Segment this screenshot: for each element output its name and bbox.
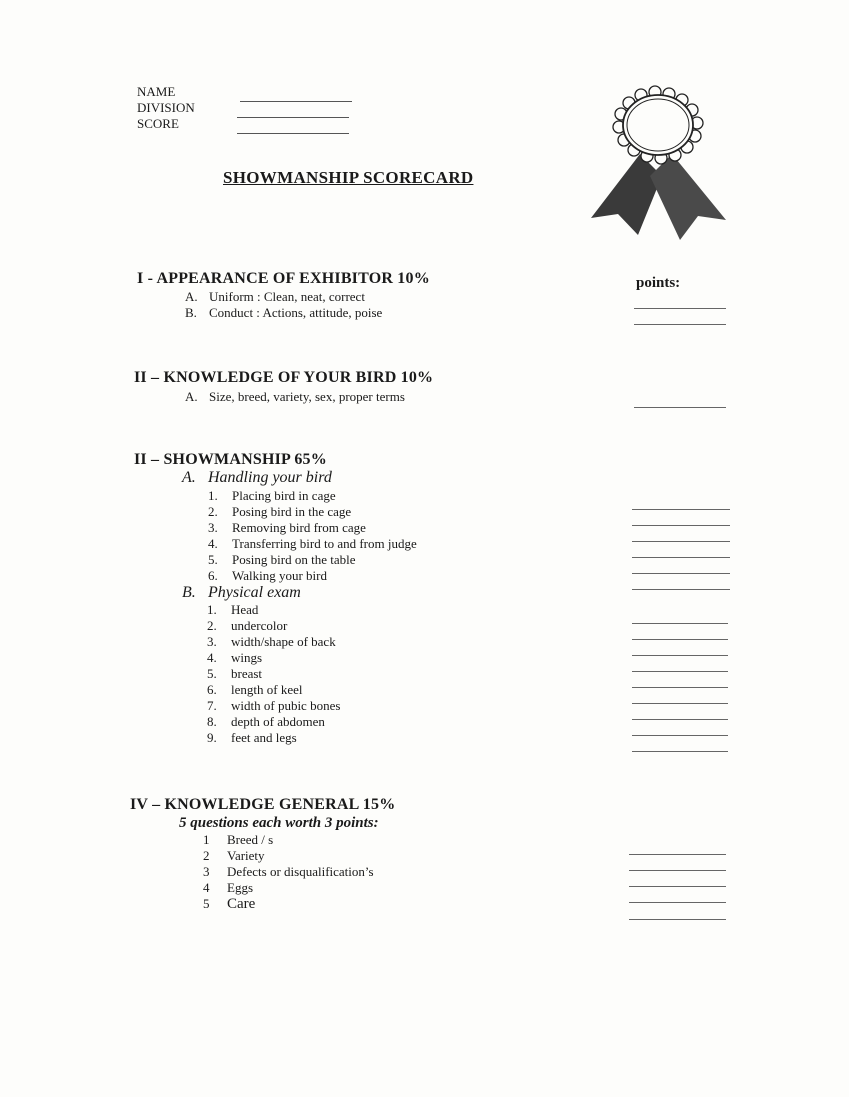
list-item: 7. width of pubic bones bbox=[207, 698, 341, 713]
award-ribbon-icon bbox=[588, 80, 733, 248]
score-label: SCORE bbox=[137, 116, 179, 131]
physical-exam-list bbox=[207, 602, 340, 746]
general-knowledge-list bbox=[203, 832, 374, 912]
points-line[interactable] bbox=[634, 407, 726, 408]
points-line[interactable] bbox=[629, 886, 726, 887]
list-item: 3. width/shape of back bbox=[207, 634, 336, 649]
points-line[interactable] bbox=[629, 902, 726, 903]
score-line[interactable] bbox=[237, 133, 349, 134]
points-line[interactable] bbox=[632, 623, 728, 624]
subsection-b-title: B. Physical exam bbox=[182, 584, 301, 601]
points-line[interactable] bbox=[632, 573, 730, 574]
points-line[interactable] bbox=[632, 687, 728, 688]
section-1-item: A. Uniform : Clean, neat, correct bbox=[185, 289, 365, 304]
points-line[interactable] bbox=[632, 557, 730, 558]
section-3-heading: II – SHOWMANSHIP 65% bbox=[134, 451, 327, 468]
list-item: 5. Posing bird on the table bbox=[208, 552, 356, 567]
division-label: DIVISION bbox=[137, 100, 195, 115]
name-label: NAME bbox=[137, 84, 176, 99]
points-line[interactable] bbox=[632, 655, 728, 656]
points-line[interactable] bbox=[632, 735, 728, 736]
handling-list bbox=[208, 488, 417, 584]
list-item: 8. depth of abdomen bbox=[207, 714, 325, 729]
points-line[interactable] bbox=[629, 854, 726, 855]
points-line[interactable] bbox=[632, 509, 730, 510]
points-line[interactable] bbox=[632, 541, 730, 542]
list-item: 2 Variety bbox=[203, 848, 265, 863]
list-item: 4. wings bbox=[207, 650, 263, 665]
list-item: 9. feet and legs bbox=[207, 730, 297, 745]
list-item: 4. Transferring bird to and from judge bbox=[208, 536, 417, 551]
list-item: 4 Eggs bbox=[203, 880, 253, 895]
section-4-note: 5 questions each worth 3 points: bbox=[179, 815, 379, 831]
section-2-item: A. Size, breed, variety, sex, proper terms bbox=[185, 389, 405, 404]
section-1-heading: I - APPEARANCE OF EXHIBITOR 10% bbox=[137, 270, 430, 287]
list-item: 1. Head bbox=[207, 602, 259, 617]
list-item: 5. breast bbox=[207, 666, 263, 681]
points-line[interactable] bbox=[629, 870, 726, 871]
section-2-heading: II – KNOWLEDGE OF YOUR BIRD 10% bbox=[134, 369, 434, 386]
points-line[interactable] bbox=[632, 751, 728, 752]
list-item: 1 Breed / s bbox=[203, 832, 274, 847]
name-line[interactable] bbox=[240, 101, 352, 102]
list-item: 1. Placing bird in cage bbox=[208, 488, 336, 503]
header-fields bbox=[137, 84, 195, 132]
points-label: points: bbox=[636, 275, 681, 291]
list-item: 2. Posing bird in the cage bbox=[208, 504, 352, 519]
points-line[interactable] bbox=[634, 308, 726, 309]
list-item: 2. undercolor bbox=[207, 618, 288, 633]
points-line[interactable] bbox=[632, 639, 728, 640]
points-line[interactable] bbox=[632, 671, 728, 672]
subsection-a-title: A. Handling your bird bbox=[182, 469, 332, 486]
division-line[interactable] bbox=[237, 117, 349, 118]
list-item: 3 Defects or disqualification’s bbox=[203, 864, 374, 879]
points-line[interactable] bbox=[632, 703, 728, 704]
page-title: SHOWMANSHIP SCORECARD bbox=[223, 168, 474, 187]
list-item: 3. Removing bird from cage bbox=[208, 520, 366, 535]
list-item: 5 Care bbox=[203, 896, 256, 912]
points-line[interactable] bbox=[632, 525, 730, 526]
points-line[interactable] bbox=[634, 324, 726, 325]
points-line[interactable] bbox=[632, 719, 728, 720]
section-4-heading: IV – KNOWLEDGE GENERAL 15% bbox=[130, 796, 396, 813]
section-1-item: B. Conduct : Actions, attitude, poise bbox=[185, 305, 383, 320]
list-item: 6. length of keel bbox=[207, 682, 303, 697]
list-item: 6. Walking your bird bbox=[208, 568, 327, 583]
points-line[interactable] bbox=[632, 589, 730, 590]
points-line[interactable] bbox=[629, 919, 726, 920]
